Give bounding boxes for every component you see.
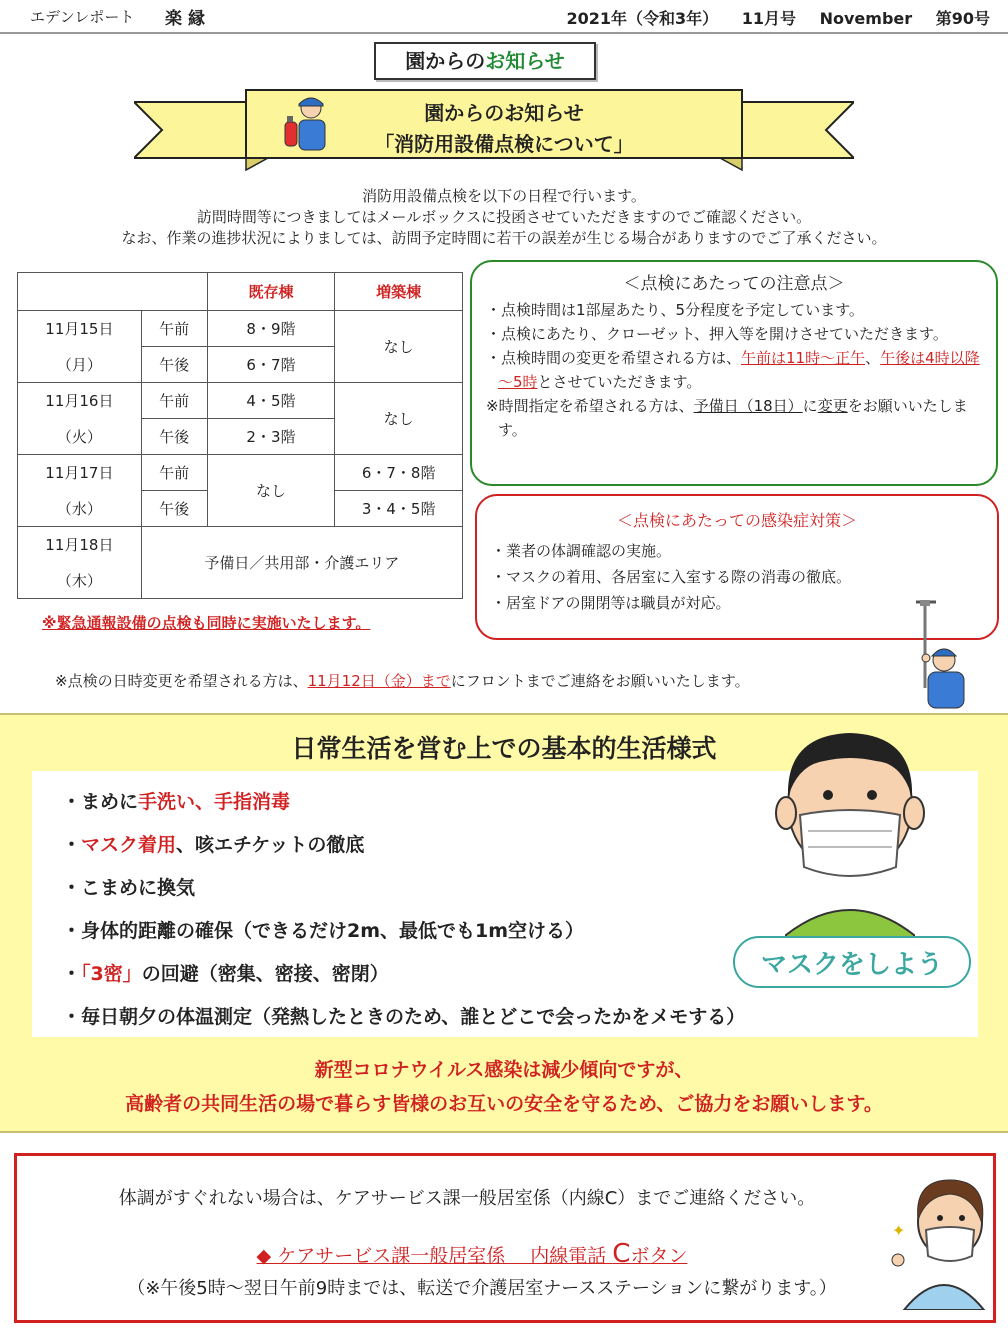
issue-info [549, 6, 991, 29]
date-cell: 11月15日 [18, 311, 142, 347]
change-word: 変更 [817, 397, 848, 415]
item-highlight: マスク着用 [81, 834, 177, 856]
ribbon-banner [134, 88, 854, 176]
table-row [18, 455, 463, 491]
am-cell: 午前 [141, 383, 207, 419]
item-text: の回避（密集、密接、密閉） [141, 963, 389, 985]
pm-cell: 午後 [141, 419, 207, 455]
note-text: とさせていただきます。 [537, 373, 702, 391]
col-annex: 増築棟 [335, 273, 463, 311]
banner-line-2: 「消防用設備点検について」 [374, 132, 634, 156]
existing-cell: なし [207, 455, 335, 527]
inspector-worker-icon [898, 598, 968, 710]
schedule-table [17, 272, 463, 599]
extension-text: ボタン [630, 1245, 688, 1267]
pm-cell: 午後 [141, 347, 207, 383]
item-text: ・まめに [62, 791, 139, 813]
am-cell: 午前 [141, 311, 207, 347]
report-name: エデンレポート [30, 8, 135, 26]
note-item [486, 346, 982, 394]
weekday-cell: （月） [18, 347, 142, 383]
intro-line-2: 訪問時間等につきましてはメールボックスに投函させていただきますのでご確認ください。 [196, 208, 812, 226]
inspection-notes-box [470, 260, 998, 486]
measure-item: ・業者の体調確認の実施。 [491, 542, 672, 560]
list-item: ・こまめに換気 [62, 877, 196, 899]
reserve-day-cell: 予備日／共用部・介護エリア [141, 527, 462, 599]
item-text: ・ [62, 963, 82, 985]
list-item: ・毎日朝夕の体温測定（発熱したときのため、誰とどこで会ったかをメモする） [62, 1006, 746, 1028]
weekday-cell: （木） [18, 563, 142, 599]
date-cell: 11月16日 [18, 383, 142, 419]
contact-line-3: （※午後5時～翌日午前9時までは、転送で介護居室ナースステーションに繋がります。） [127, 1278, 837, 1299]
intro-line-3: なお、作業の進捗状況によりましては、訪問予定時間に若干の誤差が生じる場合がありますのでご了承ください。 [121, 229, 887, 247]
table-row [18, 383, 463, 419]
contact-extension [17, 1239, 927, 1269]
item-text: ・ [62, 834, 82, 856]
infection-measures-title: ＜点検にあたっての感染症対策＞ [616, 511, 857, 530]
existing-pm: 6・7階 [207, 347, 335, 383]
item-highlight: 手洗い、手指消毒 [138, 791, 291, 813]
table-row [18, 311, 463, 347]
list-item: ・身体的距離の確保（できるだけ2m、最低でも1m空ける） [62, 920, 585, 942]
issue-date: 2021年（令和3年） [566, 9, 719, 28]
issue-month-en: November [819, 9, 913, 28]
intro-text [0, 186, 1008, 249]
sparkle-icon: ✦ [892, 1221, 906, 1240]
note-item: ・点検時間は1部屋あたり、5分程度を予定しています。 [486, 301, 864, 319]
col-existing: 既存棟 [207, 273, 335, 311]
appeal-line-2: 高齢者の共同生活の場で暮らす皆様のお互いの安全を守るため、ご協力をお願いします。 [125, 1093, 883, 1115]
date-cell: 11月18日 [18, 527, 142, 563]
lifestyle-section [0, 713, 1008, 1133]
item-highlight: 「3密」 [81, 963, 142, 985]
am-change-time: 午前は11時～正午 [741, 349, 866, 367]
existing-am: 4・5階 [207, 383, 335, 419]
issue-month: 11月号 [741, 9, 797, 28]
change-note-text: ※点検の日時変更を希望される方は、 [55, 672, 308, 690]
measure-item: ・居室ドアの開閉等は職員が対応。 [491, 594, 731, 612]
reserve-day: 予備日（18日） [693, 397, 803, 415]
note-text: ・点検時間の変更を希望される方は、 [486, 349, 742, 367]
banner-title [284, 98, 724, 160]
note-item: ・点検にあたり、クローゼット、押入等を開けさせていただきます。 [486, 325, 948, 343]
lifestyle-appeal [0, 1053, 1008, 1121]
mask-person-illustration [716, 715, 986, 995]
table-row [18, 527, 463, 563]
date-cell: 11月17日 [18, 455, 142, 491]
contact-box [14, 1153, 996, 1323]
notice-prefix: 園からの [405, 49, 486, 73]
intro-line-1: 消防用設備点検を以下の日程で行います。 [362, 187, 646, 205]
note-item [486, 394, 982, 442]
urgent-note: ※緊急通報設備の点検も同時に実施いたします。 [42, 614, 371, 632]
extension-letter: C [612, 1239, 631, 1269]
notice-highlight: お知らせ [485, 49, 565, 73]
header-blank-cell [18, 273, 208, 311]
note-text: ※時間指定を希望される方は、 [486, 397, 694, 415]
weekday-cell: （水） [18, 491, 142, 527]
table-header-row [18, 273, 463, 311]
measure-item: ・マスクの着用、各居室に入室する際の消毒の徹底。 [491, 568, 852, 586]
change-note-text: にフロントまでご連絡をお願いいたします。 [450, 672, 750, 690]
lifestyle-title: 日常生活を営む上での基本的生活様式 [291, 734, 717, 763]
mask-label: マスクをしよう [760, 950, 944, 980]
inspection-notes-title: ＜点検にあたっての注意点＞ [623, 274, 845, 294]
pm-change-time: 午後は4時以降～5時 [498, 349, 980, 391]
notice-heading [374, 42, 596, 80]
report-logo: 楽縁 [165, 9, 211, 29]
annex-pm: 3・4・5階 [335, 491, 463, 527]
note-text: をお願いいたします。 [498, 397, 968, 439]
nurse-illustration [884, 1160, 994, 1310]
pm-cell: 午後 [141, 491, 207, 527]
change-deadline: 11月12日（金）まで [307, 672, 451, 690]
am-cell: 午前 [141, 455, 207, 491]
existing-pm: 2・3階 [207, 419, 335, 455]
contact-line-1: 体調がすぐれない場合は、ケアサービス課一般居室係（内線C）までご連絡ください。 [118, 1188, 816, 1209]
banner-line-1: 園からのお知らせ [424, 101, 584, 125]
extension-text: ◆ ケアサービス課一般居室係 内線電話 [256, 1245, 613, 1267]
note-text: 、 [865, 349, 881, 367]
annex-cell: なし [335, 311, 463, 383]
annex-am: 6・7・8階 [335, 455, 463, 491]
appeal-line-1: 新型コロナウイルス感染は減少傾向ですが、 [314, 1059, 694, 1081]
change-request-note [55, 670, 750, 691]
report-header [0, 0, 1008, 34]
issue-number: 第90号 [935, 9, 990, 28]
note-text: に [802, 397, 818, 415]
annex-cell: なし [335, 383, 463, 455]
weekday-cell: （火） [18, 419, 142, 455]
item-text: 、咳エチケットの徹底 [176, 834, 365, 856]
existing-am: 8・9階 [207, 311, 335, 347]
